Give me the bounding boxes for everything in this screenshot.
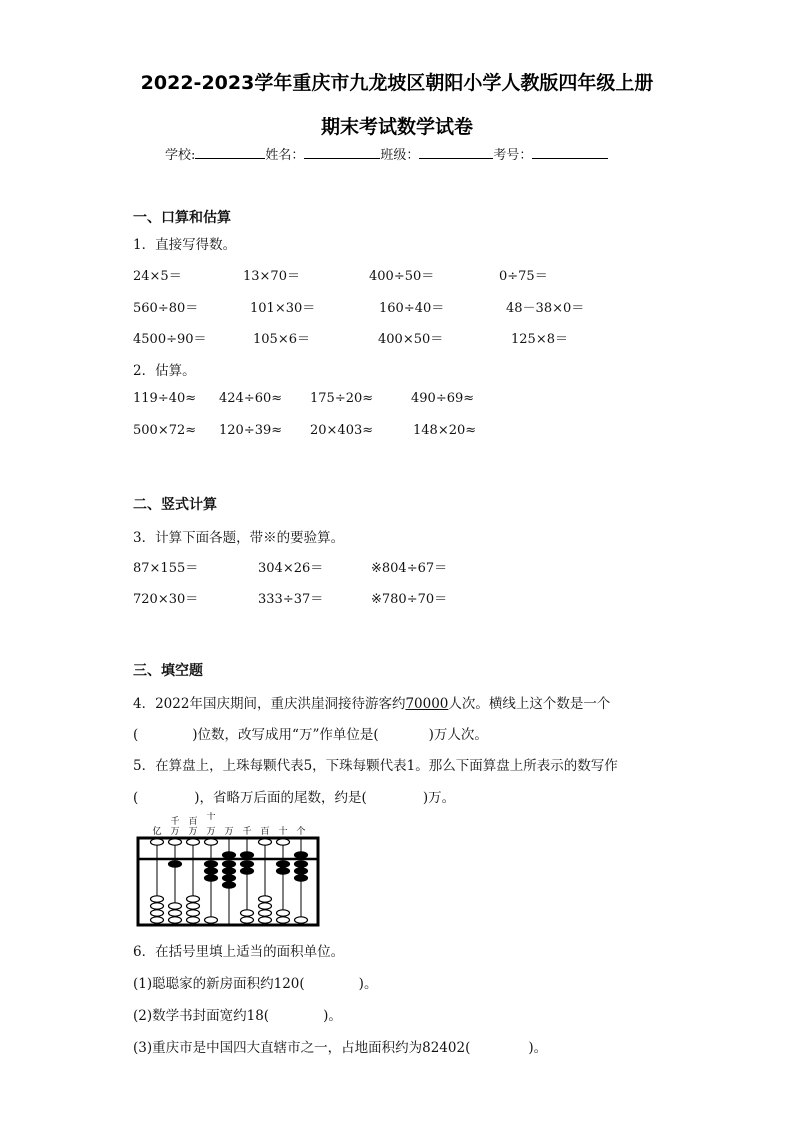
q1-item: 101×30＝ xyxy=(250,301,316,316)
abacus-lower-bead xyxy=(277,917,290,923)
q1-item: 400×50＝ xyxy=(378,332,444,347)
abacus-lower-bead xyxy=(277,861,290,867)
q2-item: 175÷20≈ xyxy=(310,391,374,406)
abacus-lower-bead xyxy=(223,875,236,881)
q6-item-2 xyxy=(133,1004,342,1024)
abacus-lower-bead xyxy=(259,903,272,909)
abacus-upper-bead xyxy=(295,852,308,858)
q4-text-d: )万人次。 xyxy=(428,727,488,743)
q2-prompt: 2．估算。 xyxy=(133,363,196,379)
name-blank[interactable] xyxy=(304,144,380,159)
abacus-upper-bead xyxy=(187,839,200,845)
abacus-label: 万 xyxy=(170,827,180,837)
abacus-lower-bead xyxy=(259,910,272,916)
abacus-lower-bead xyxy=(295,868,308,874)
abacus-upper-bead xyxy=(223,852,236,858)
q2-item: 148×20≈ xyxy=(413,423,477,438)
abacus-lower-bead xyxy=(151,910,164,916)
q2-item: 424÷60≈ xyxy=(219,391,283,406)
abacus-lower-bead xyxy=(205,917,218,923)
q6-item-3 xyxy=(133,1036,547,1056)
number-blank[interactable] xyxy=(532,144,608,159)
q6-item-2-end: )。 xyxy=(323,1008,342,1024)
abacus-label: 万 xyxy=(224,827,234,837)
abacus-lower-bead xyxy=(187,896,200,902)
q1-item: 125×8＝ xyxy=(511,332,568,347)
q6-prompt: 6．在括号里填上适当的面积单位。 xyxy=(133,944,345,960)
q5-line1: 5．在算盘上，上珠每颗代表5，下珠每颗代表1。那么下面算盘上所表示的数写作 xyxy=(133,758,618,774)
abacus-lower-bead xyxy=(295,875,308,881)
q1-item: 24×5＝ xyxy=(133,269,182,284)
abacus-lower-bead xyxy=(295,861,308,867)
abacus-upper-bead xyxy=(169,839,182,845)
q6-item-3-text: (3)重庆市是中国四大直辖市之一，占地面积约为82402( xyxy=(133,1040,471,1056)
school-label: 学校: xyxy=(165,148,196,163)
abacus-lower-bead xyxy=(187,910,200,916)
abacus-lower-bead xyxy=(169,861,182,867)
q6-item-3-end: )。 xyxy=(528,1040,548,1056)
q2-item: 120÷39≈ xyxy=(219,423,283,438)
abacus-lower-bead xyxy=(223,861,236,867)
q1-prompt: 1．直接写得数。 xyxy=(133,237,237,253)
q4-text-a: 4．2022年国庆期间，重庆洪崖洞接待游客约 xyxy=(133,696,406,712)
abacus-lower-bead xyxy=(187,917,200,923)
q1-item: 0÷75＝ xyxy=(499,269,548,284)
abacus-label: 十 xyxy=(278,827,288,837)
q3-item: 87×155＝ xyxy=(133,561,199,576)
page-title-line1: 2022-2023学年重庆市九龙坡区朝阳小学人教版四年级上册 xyxy=(140,72,654,94)
q4-underlined-number: 70000 xyxy=(405,696,449,712)
abacus-label: 千 xyxy=(242,827,252,837)
section3-heading: 三、填空题 xyxy=(133,663,203,679)
abacus-label-top: 百 xyxy=(188,817,198,827)
q2-item: 500×72≈ xyxy=(133,423,197,438)
class-label: 班级： xyxy=(380,148,420,163)
abacus-upper-bead xyxy=(151,839,164,845)
abacus-label-top: 十 xyxy=(206,812,216,822)
abacus-lower-bead xyxy=(169,903,182,909)
abacus-lower-bead xyxy=(241,910,254,916)
name-label: 姓名： xyxy=(265,148,305,163)
q1-item: 400÷50＝ xyxy=(369,269,435,284)
abacus-lower-bead xyxy=(187,903,200,909)
abacus-lower-bead xyxy=(169,917,182,923)
abacus-label-top: 千 xyxy=(170,817,180,827)
abacus-lower-bead xyxy=(151,896,164,902)
abacus-label: 个 xyxy=(296,827,306,837)
abacus-label: 万 xyxy=(206,827,216,837)
q1-item: 160÷40＝ xyxy=(379,301,445,316)
q4-line2 xyxy=(133,723,488,743)
q1-item: 105×6＝ xyxy=(253,332,310,347)
q4-line1 xyxy=(133,692,610,712)
info-line xyxy=(165,144,608,163)
q3-item: ※780÷70＝ xyxy=(371,592,448,607)
abacus-label: 万 xyxy=(188,827,198,837)
abacus-upper-bead xyxy=(205,839,218,845)
section1-heading: 一、口算和估算 xyxy=(133,210,231,226)
abacus-lower-bead xyxy=(151,903,164,909)
q1-item: 4500÷90＝ xyxy=(133,332,207,347)
page-title-line2: 期末考试数学试卷 xyxy=(320,116,473,138)
q5-paren-open: ( xyxy=(133,790,139,806)
abacus-lower-bead xyxy=(205,861,218,867)
q4-paren-open: ( xyxy=(133,727,139,743)
q5-line2 xyxy=(133,786,455,806)
abacus-lower-bead xyxy=(241,861,254,867)
abacus-lower-bead xyxy=(169,910,182,916)
q4-text-c: )位数，改写成用“万”作单位是( xyxy=(192,727,379,743)
abacus-lower-bead xyxy=(151,917,164,923)
q6-item-1-end: )。 xyxy=(358,976,378,992)
abacus-lower-bead xyxy=(277,868,290,874)
q3-item: 720×30＝ xyxy=(133,592,199,607)
q2-item: 20×403≈ xyxy=(310,423,374,438)
abacus-lower-bead xyxy=(241,917,254,923)
abacus-lower-bead xyxy=(223,882,236,888)
section2-heading: 二、竖式计算 xyxy=(133,497,217,513)
abacus-upper-bead xyxy=(277,839,290,845)
q5-text-c: )万。 xyxy=(422,790,456,806)
abacus-lower-bead xyxy=(277,910,290,916)
q1-item: 13×70＝ xyxy=(243,269,300,284)
abacus-lower-bead xyxy=(295,917,308,923)
q4-text-b: 人次。横线上这个数是一个 xyxy=(448,696,611,712)
q2-item: 490÷69≈ xyxy=(411,391,475,406)
q6-item-1-text: (1)聪聪家的新房面积约120( xyxy=(133,976,305,992)
abacus-lower-bead xyxy=(205,875,218,881)
q6-item-1 xyxy=(133,972,377,992)
number-label: 考号： xyxy=(493,148,533,163)
abacus-lower-bead xyxy=(259,896,272,902)
q3-item: ※804÷67＝ xyxy=(371,561,448,576)
class-blank[interactable] xyxy=(419,144,493,159)
abacus-upper-bead xyxy=(259,839,272,845)
q1-item: 48－38×0＝ xyxy=(506,301,585,316)
abacus-label: 百 xyxy=(260,827,270,837)
q5-text-b: )，省略万后面的尾数，约是( xyxy=(194,790,367,806)
q3-item: 333÷37＝ xyxy=(258,592,324,607)
abacus-label: 亿 xyxy=(152,827,162,837)
q1-item: 560÷80＝ xyxy=(133,301,199,316)
q3-prompt: 3．计算下面各题，带※的要验算。 xyxy=(133,530,345,546)
q6-item-2-text: (2)数学书封面宽约18( xyxy=(133,1008,270,1024)
q3-item: 304×26＝ xyxy=(258,561,324,576)
school-blank[interactable] xyxy=(195,144,265,159)
abacus-figure xyxy=(133,812,323,928)
abacus-lower-bead xyxy=(205,868,218,874)
abacus-lower-bead xyxy=(223,868,236,874)
abacus-lower-bead xyxy=(241,868,254,874)
abacus-lower-bead xyxy=(259,917,272,923)
q2-item: 119÷40≈ xyxy=(133,391,197,406)
abacus-upper-bead xyxy=(241,852,254,858)
